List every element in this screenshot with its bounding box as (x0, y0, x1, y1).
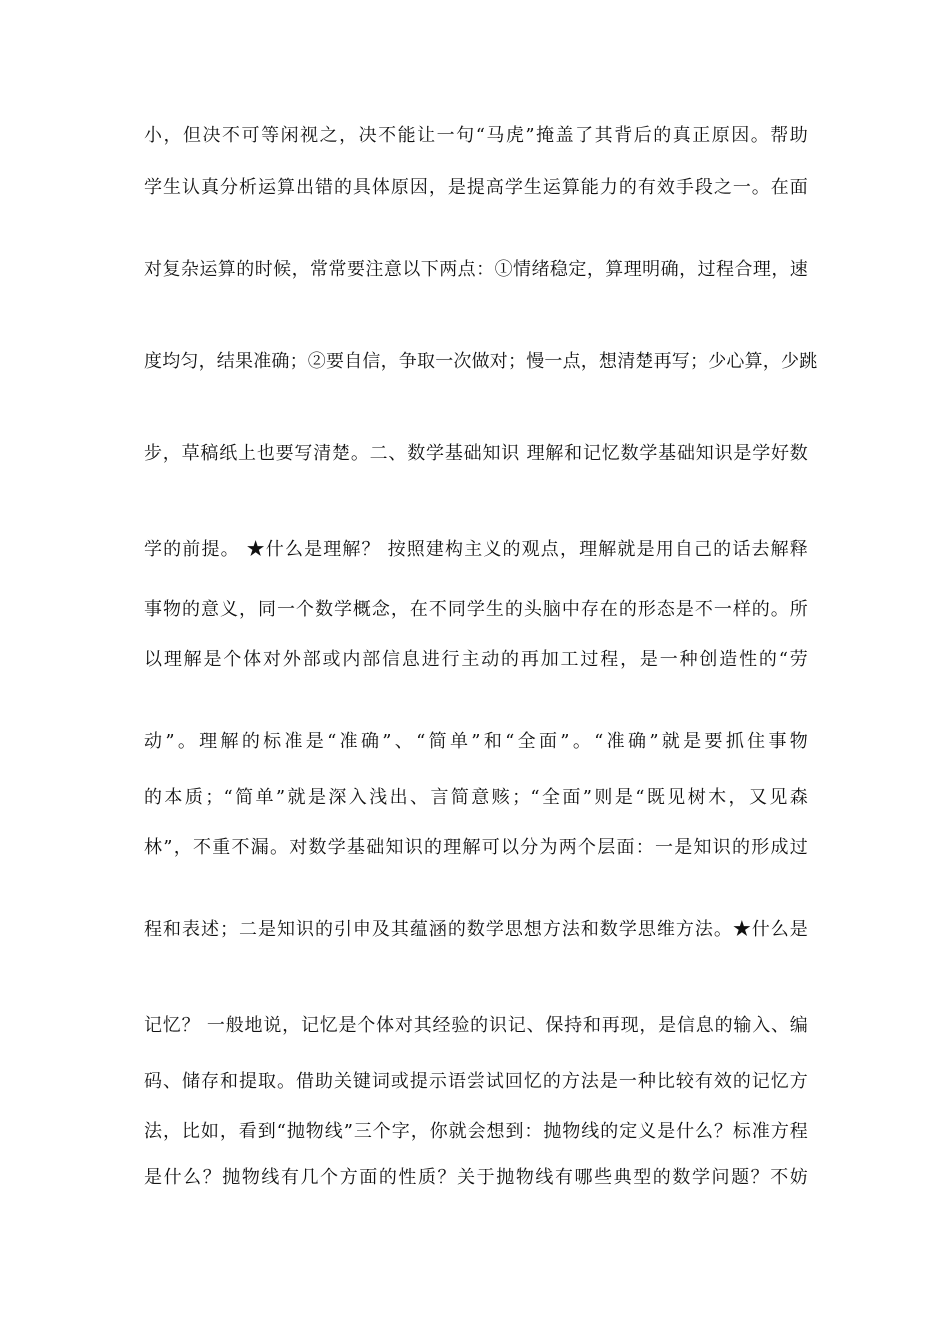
text-line: 法，比如，看到“抛物线”三个字，你就会想到：抛物线的定义是什么？标准方程 (144, 1121, 808, 1142)
text-line: 对复杂运算的时候，常常要注意以下两点：①情绪稳定，算理明确，过程合理，速 (144, 259, 808, 280)
text-line: 事物的意义，同一个数学概念，在不同学生的头脑中存在的形态是不一样的。所 (144, 599, 808, 620)
text-line: 是什么？抛物线有几个方面的性质？关于抛物线有哪些典型的数学问题？不妨 (144, 1167, 808, 1188)
text-line: 度均匀，结果准确；②要自信，争取一次做对；慢一点，想清楚再写；少心算，少跳 (144, 351, 818, 372)
text-line: 程和表述；二是知识的引申及其蕴涵的数学思想方法和数学思维方法。★什么是 (144, 919, 808, 940)
text-line: 学生认真分析运算出错的具体原因，是提高学生运算能力的有效手段之一。在面 (144, 177, 808, 198)
text-line: 码、储存和提取。借助关键词或提示语尝试回忆的方法是一种比较有效的记忆方 (144, 1071, 808, 1092)
text-line: 的本质；“简单”就是深入浅出、言简意赅；“全面”则是“既见树木，又见森 (144, 787, 808, 808)
text-line: 小，但决不可等闲视之，决不能让一句“马虎”掩盖了其背后的真正原因。帮助 (144, 125, 808, 146)
text-line: 动”。理解的标准是“准确”、“简单”和“全面”。“准确”就是要抓住事物 (144, 731, 808, 752)
text-line: 记忆？ 一般地说，记忆是个体对其经验的识记、保持和再现，是信息的输入、编 (144, 1015, 808, 1036)
text-line: 以理解是个体对外部或内部信息进行主动的再加工过程，是一种创造性的“劳 (144, 649, 808, 670)
text-line: 学的前提。 ★什么是理解？ 按照建构主义的观点，理解就是用自己的话去解释 (144, 539, 808, 560)
text-line: 步，草稿纸上也要写清楚。二、数学基础知识 理解和记忆数学基础知识是学好数 (144, 443, 808, 464)
text-line: 林”，不重不漏。对数学基础知识的理解可以分为两个层面：一是知识的形成过 (144, 837, 808, 858)
